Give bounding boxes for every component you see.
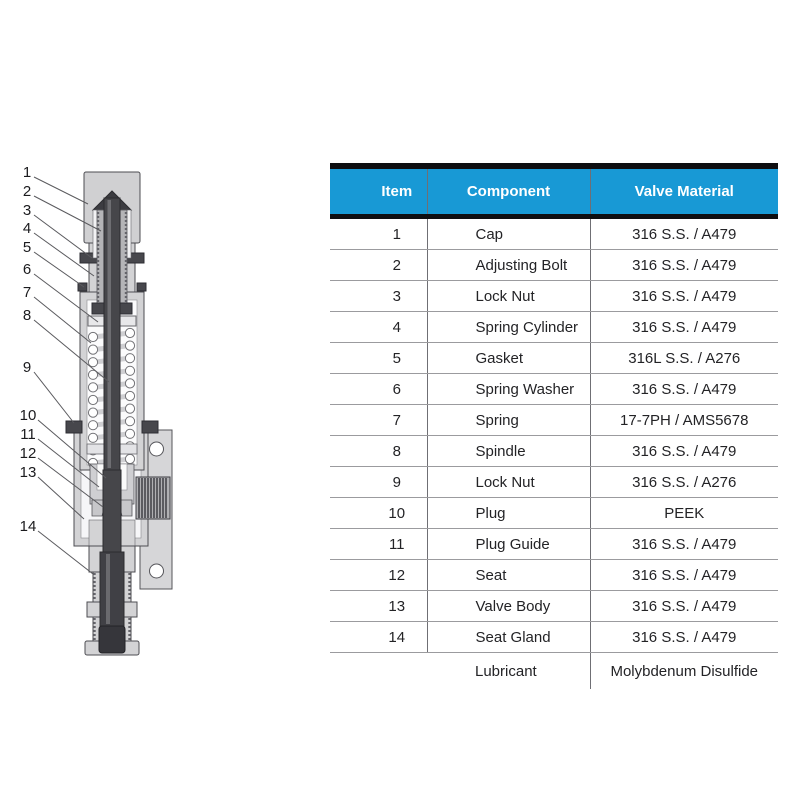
material-cell: 316 S.S. / A479: [590, 250, 778, 281]
material-cell: 316 S.S. / A479: [590, 312, 778, 343]
item-cell: 14: [330, 622, 427, 653]
col-header-item: Item: [330, 166, 427, 217]
material-cell: 316 S.S. / A479: [590, 622, 778, 653]
material-cell: Molybdenum Disulfide: [590, 653, 778, 690]
side-port-threads: [136, 477, 170, 519]
callout-label-4: 4: [22, 220, 32, 237]
table-row: [330, 217, 778, 250]
item-cell: 9: [330, 467, 427, 498]
item-cell: 4: [330, 312, 427, 343]
leader-line-9: [34, 372, 74, 423]
callout-labels: [20, 164, 37, 535]
material-cell: 316 S.S. / A479: [590, 374, 778, 405]
callout-label-10: 10: [19, 407, 37, 424]
table-row: [330, 529, 778, 560]
material-cell: 316 S.S. / A479: [590, 529, 778, 560]
component-cell: Lock Nut: [427, 281, 590, 312]
callout-label-13: 13: [19, 464, 37, 481]
callout-label-6: 6: [22, 261, 32, 278]
table-row: [330, 281, 778, 312]
material-cell: 316 S.S. / A479: [590, 436, 778, 467]
item-cell: [330, 653, 427, 690]
material-cell: 17-7PH / AMS5678: [590, 405, 778, 436]
leader-line-5: [34, 252, 84, 287]
component-cell: Lock Nut: [427, 467, 590, 498]
table-row-lubricant: [330, 653, 778, 690]
component-cell: Spindle: [427, 436, 590, 467]
table-row: [330, 343, 778, 374]
valve-cross-section: [0, 140, 330, 700]
callout-label-2: 2: [22, 183, 32, 200]
callout-label-3: 3: [22, 202, 32, 219]
callout-label-1: 1: [22, 164, 32, 181]
item-cell: 6: [330, 374, 427, 405]
item-cell: 8: [330, 436, 427, 467]
material-cell: 316 S.S. / A276: [590, 467, 778, 498]
table-row: [330, 374, 778, 405]
component-cell: Plug: [427, 498, 590, 529]
component-cell: Spring Washer: [427, 374, 590, 405]
component-cell: Gasket: [427, 343, 590, 374]
table-row: [330, 591, 778, 622]
callout-label-7: 7: [22, 284, 32, 301]
table-row: [330, 560, 778, 591]
item-cell: 2: [330, 250, 427, 281]
callout-label-11: 11: [20, 426, 36, 443]
component-cell: Plug Guide: [427, 529, 590, 560]
material-cell: 316L S.S. / A276: [590, 343, 778, 374]
bracket-hole-bottom: [150, 564, 164, 578]
item-cell: 13: [330, 591, 427, 622]
callout-label-8: 8: [22, 307, 32, 324]
material-cell: 316 S.S. / A479: [590, 281, 778, 312]
table-row: [330, 622, 778, 653]
table-row: [330, 467, 778, 498]
component-cell: Seat: [427, 560, 590, 591]
table-header-row: [330, 166, 778, 217]
component-cell: Seat Gland: [427, 622, 590, 653]
table-row: [330, 250, 778, 281]
item-cell: 12: [330, 560, 427, 591]
component-cell: Cap: [427, 217, 590, 250]
col-header-material: Valve Material: [590, 166, 778, 217]
table-row: [330, 405, 778, 436]
valve-diagram: [0, 140, 330, 700]
item-cell: 11: [330, 529, 427, 560]
component-cell: Adjusting Bolt: [427, 250, 590, 281]
item-cell: 1: [330, 217, 427, 250]
material-cell: 316 S.S. / A479: [590, 217, 778, 250]
callout-label-5: 5: [22, 239, 32, 256]
item-cell: 10: [330, 498, 427, 529]
callout-label-12: 12: [19, 445, 37, 462]
callout-label-9: 9: [22, 359, 32, 376]
component-cell: Spring Cylinder: [427, 312, 590, 343]
component-cell: Spring: [427, 405, 590, 436]
item-cell: 7: [330, 405, 427, 436]
item-cell: 5: [330, 343, 427, 374]
callout-label-14: 14: [19, 518, 37, 535]
component-cell: Lubricant: [475, 662, 537, 680]
item-cell: 3: [330, 281, 427, 312]
table-row: [330, 436, 778, 467]
material-cell: PEEK: [590, 498, 778, 529]
table-row: [330, 312, 778, 343]
materials-table: [330, 163, 778, 689]
col-header-component: Component: [427, 166, 590, 217]
table-row: [330, 498, 778, 529]
material-cell: 316 S.S. / A479: [590, 560, 778, 591]
component-cell: Valve Body: [427, 591, 590, 622]
material-cell: 316 S.S. / A479: [590, 591, 778, 622]
bracket-hole-top: [150, 442, 164, 456]
